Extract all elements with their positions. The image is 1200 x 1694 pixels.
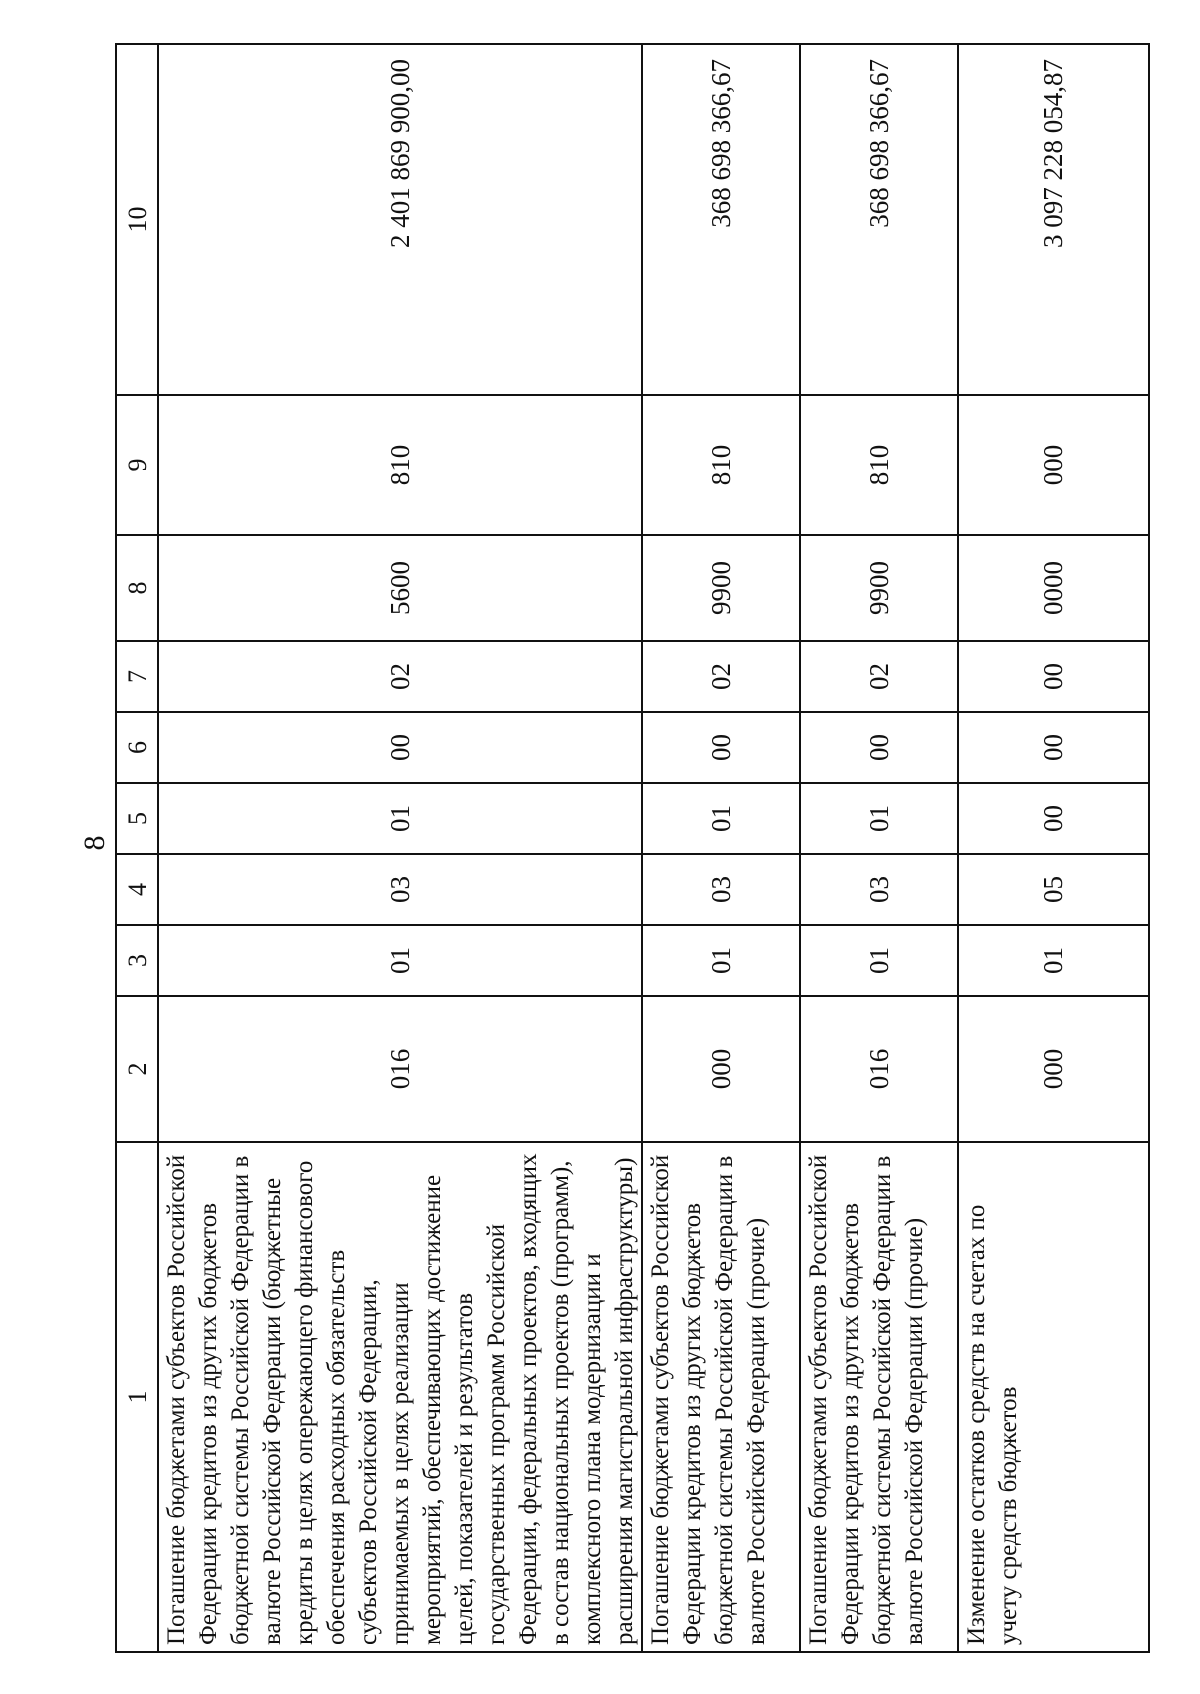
amount-cell: 2 401 869 900,00 [158,44,642,395]
code-col-6: 00 [800,712,958,783]
header-row [116,44,158,1652]
code-col-6: 00 [642,712,800,783]
code-col-2: 016 [800,996,958,1142]
rotated-table-wrapper [115,45,1068,1653]
code-col-5: 01 [800,783,958,854]
code-col-3: 01 [958,925,1149,996]
code-col-7: 00 [958,641,1149,712]
code-col-9: 000 [958,395,1149,535]
column-header-2: 2 [116,996,158,1142]
code-col-3: 01 [800,925,958,996]
code-col-3: 01 [642,925,800,996]
table-row [642,44,800,1652]
code-col-5: 00 [958,783,1149,854]
code-col-9: 810 [158,395,642,535]
row-description: Изменение остатков средств на счетах по учету средств бюджетов [958,1142,1149,1652]
code-col-2: 016 [158,996,642,1142]
column-header-3: 3 [116,925,158,996]
column-header-5: 5 [116,783,158,854]
code-col-4: 03 [800,854,958,925]
code-col-5: 01 [158,783,642,854]
amount-cell: 3 097 228 054,87 [958,44,1149,395]
code-col-7: 02 [642,641,800,712]
code-col-7: 02 [158,641,642,712]
code-col-9: 810 [642,395,800,535]
table-row [158,44,642,1652]
code-col-6: 00 [958,712,1149,783]
table-row [958,44,1149,1652]
row-description: Погашение бюджетами субъектов Российской Федерации кредитов из других бюджетов бюджетной системы Российской Федерации в валюте Российской Федерации (бюджетные кредиты в целях опережающего финансового обеспечения расходных обязательств субъектов Российской Федерации, принимаемых в целях реализации мероприятий, обеспечивающих достижение целей, показателей и результатов государственных программ Российской Федерации, федеральных проектов, входящих в состав национальных проектов (программ), комплексного плана модернизации и расширения магистральной инфраструктуры) [158,1142,642,1652]
row-description: Погашение бюджетами субъектов Российской Федерации кредитов из других бюджетов бюджетной системы Российской Федерации в валюте Российской Федерации (прочие) [800,1142,958,1652]
column-header-1: 1 [116,1142,158,1652]
code-col-4: 05 [958,854,1149,925]
column-header-4: 4 [116,854,158,925]
column-header-8: 8 [116,535,158,641]
amount-cell: 368 698 366,67 [800,44,958,395]
column-header-6: 6 [116,712,158,783]
code-col-2: 000 [642,996,800,1142]
code-col-3: 01 [158,925,642,996]
code-col-2: 000 [958,996,1149,1142]
column-header-10: 10 [116,44,158,395]
code-col-8: 5600 [158,535,642,641]
table-row [800,44,958,1652]
column-header-9: 9 [116,395,158,535]
code-col-6: 00 [158,712,642,783]
code-col-4: 03 [642,854,800,925]
page-number: 8 [78,835,111,851]
code-col-8: 9900 [642,535,800,641]
code-col-4: 03 [158,854,642,925]
code-col-9: 810 [800,395,958,535]
code-col-7: 02 [800,641,958,712]
code-col-8: 9900 [800,535,958,641]
column-header-7: 7 [116,641,158,712]
budget-table [115,43,1150,1653]
code-col-5: 01 [642,783,800,854]
row-description: Погашение бюджетами субъектов Российской Федерации кредитов из других бюджетов бюджетной системы Российской Федерации в валюте Российской Федерации (прочие) [642,1142,800,1652]
code-col-8: 0000 [958,535,1149,641]
amount-cell: 368 698 366,67 [642,44,800,395]
